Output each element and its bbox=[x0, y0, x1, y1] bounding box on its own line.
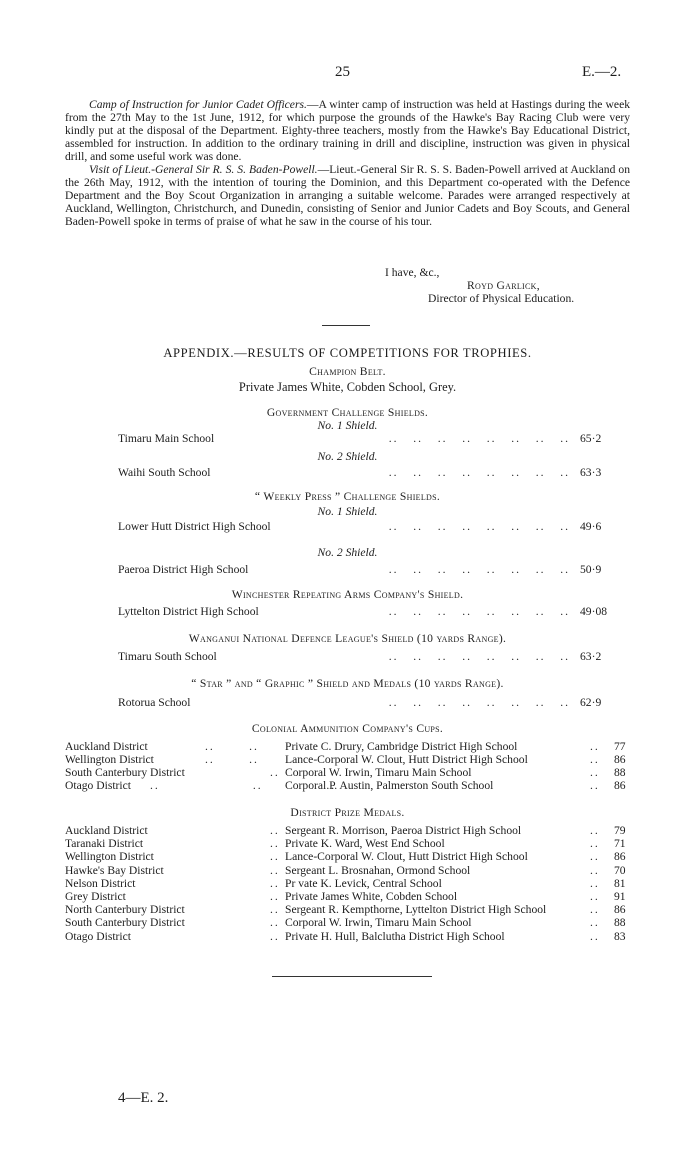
paragraph-visit bbox=[65, 163, 630, 228]
school-name: Timaru South School bbox=[118, 650, 223, 663]
winner: Sergeant R. Kempthorne, Lyttelton District High School bbox=[285, 903, 547, 917]
paragraph-heading: Camp of Instruction for Junior Cadet Officers. bbox=[89, 98, 307, 111]
result-row bbox=[118, 432, 630, 446]
dot-leader: .. .. .. .. .. .. .. .. bbox=[388, 432, 570, 445]
dot-leader: .. bbox=[590, 779, 600, 792]
shield-label: No. 2 Shield. bbox=[317, 450, 378, 463]
table-row bbox=[65, 824, 630, 837]
score: 86 bbox=[614, 779, 626, 792]
result-row bbox=[118, 605, 630, 619]
winner: Private C. Drury, Cambridge District High School bbox=[285, 740, 518, 753]
winner: Corporal W. Irwin, Timaru Main School bbox=[285, 766, 472, 779]
score: 88 bbox=[614, 916, 626, 930]
table-row bbox=[65, 916, 630, 929]
table-row bbox=[65, 837, 630, 850]
score: 63·3 bbox=[580, 466, 602, 479]
signature-title: Director of Physical Education. bbox=[428, 292, 575, 305]
dot-leader: .. bbox=[270, 824, 280, 837]
weekly-press-heading: “ Weekly Press ” Challenge Shields. bbox=[254, 490, 441, 503]
score: 49·08 bbox=[580, 605, 608, 618]
dot-leader: .. bbox=[270, 837, 280, 851]
dot-leader: .. bbox=[270, 766, 280, 779]
section-divider bbox=[322, 325, 370, 326]
dot-leader: .. bbox=[270, 876, 280, 890]
document-reference: E.—2. bbox=[582, 64, 622, 80]
dot-leader: .. bbox=[590, 929, 600, 943]
school-name: Timaru Main School bbox=[118, 432, 220, 445]
dot-leader: .. bbox=[590, 876, 600, 890]
result-row bbox=[118, 466, 630, 480]
dot-leader: .. .. .. .. .. .. .. .. bbox=[388, 696, 570, 709]
dot-leader: .. bbox=[270, 890, 280, 903]
signature-mark: 4—E. 2. bbox=[118, 1090, 169, 1106]
paragraph-text: —A winter camp of instruction was held at Hastings during the week from the 27th May to the 1st June, 1912, for which purpose the grounds of the Hawke's Bay Racing Club were very kindly put at the disposal of the Department. Eighty-three teachers, mostly from the Hawke's Bay Educational District, assembled for instruction. In addition to the ordinary training in drill and discipline, instruction was given in physical drill, and some useful work was done. bbox=[65, 98, 631, 163]
table-row bbox=[65, 903, 630, 916]
appendix-title: APPENDIX.—RESULTS OF COMPETITIONS FOR TROPHIES. bbox=[163, 346, 532, 360]
dot-leader: .. .. .. .. .. .. .. .. bbox=[388, 520, 570, 533]
winner: Corporal P. Austin, Palmerston South School bbox=[285, 779, 494, 792]
dot-leader: .. bbox=[590, 850, 600, 864]
winner: Corporal W. Irwin, Timaru Main School bbox=[285, 916, 472, 930]
score: 86 bbox=[614, 850, 626, 864]
dot-leader: .. bbox=[590, 916, 600, 930]
table-row bbox=[65, 864, 630, 877]
result-row bbox=[118, 696, 630, 710]
district: South Canterbury District bbox=[65, 916, 185, 930]
score: 62·9 bbox=[580, 696, 602, 709]
score: 63·2 bbox=[580, 650, 602, 663]
table-row bbox=[65, 850, 630, 863]
shield-label: No. 2 Shield. bbox=[317, 546, 378, 559]
paragraph-camp bbox=[65, 98, 630, 163]
table-row bbox=[65, 766, 630, 779]
dot-leader: .. bbox=[590, 753, 600, 766]
dot-leader: .. bbox=[590, 863, 600, 877]
winner: Pr vate K. Levick, Central School bbox=[285, 876, 442, 890]
dot-leader: .. .. .. bbox=[150, 779, 337, 792]
winner: Lance-Corporal W. Clout, Hutt District High School bbox=[285, 850, 528, 864]
winner: Private James White, Cobden School bbox=[285, 890, 458, 903]
district: North Canterbury District bbox=[65, 903, 185, 917]
dot-leader: .. .. .. .. .. .. .. .. bbox=[388, 466, 570, 479]
colonial-cups-heading: Colonial Ammunition Company's Cups. bbox=[251, 722, 444, 735]
winner: Lance-Corporal W. Clout, Hutt District High School bbox=[285, 753, 528, 766]
district-medals-heading: District Prize Medals. bbox=[290, 806, 405, 819]
dot-leader: .. .. bbox=[205, 753, 259, 766]
district: Otago District bbox=[65, 929, 132, 943]
district: Auckland District bbox=[65, 740, 148, 753]
winner: Private K. Ward, West End School bbox=[285, 837, 445, 851]
score: 79 bbox=[614, 824, 626, 837]
dot-leader: .. .. bbox=[205, 740, 259, 753]
closing-line: I have, &c., bbox=[385, 266, 440, 279]
score: 86 bbox=[614, 753, 626, 766]
dot-leader: .. bbox=[270, 863, 280, 877]
dot-leader: .. bbox=[270, 903, 280, 917]
district: Grey District bbox=[65, 890, 126, 903]
dot-leader: .. bbox=[590, 903, 600, 917]
winchester-heading: Winchester Repeating Arms Company's Shield. bbox=[231, 588, 464, 601]
score: 65·2 bbox=[580, 432, 602, 445]
champion-belt-heading: Champion Belt. bbox=[309, 365, 386, 378]
government-shields-heading: Government Challenge Shields. bbox=[266, 406, 429, 419]
dot-leader: .. .. .. .. .. .. .. .. bbox=[388, 650, 570, 663]
score: 91 bbox=[614, 890, 626, 903]
signature-name: Royd Garlick, bbox=[467, 279, 540, 292]
dot-leader: .. bbox=[590, 837, 600, 851]
score: 71 bbox=[614, 837, 626, 851]
dot-leader: .. bbox=[270, 850, 280, 864]
page-number: 25 bbox=[335, 64, 350, 80]
result-row bbox=[118, 650, 630, 664]
school-name: Rotorua School bbox=[118, 696, 196, 709]
champion-belt-winner: Private James White, Cobden School, Grey. bbox=[238, 380, 457, 394]
dot-leader: .. bbox=[590, 824, 600, 837]
table-row bbox=[65, 890, 630, 903]
score: 81 bbox=[614, 876, 626, 890]
score: 83 bbox=[614, 929, 626, 943]
district: Otago District bbox=[65, 779, 132, 792]
district: South Canterbury District bbox=[65, 766, 185, 779]
winner: Sergeant L. Brosnahan, Ormond School bbox=[285, 863, 471, 877]
result-row bbox=[118, 520, 630, 534]
paragraph-heading: Visit of Lieut.-General Sir R. S. S. Baden-Powell. bbox=[89, 163, 318, 176]
table-row bbox=[65, 740, 630, 753]
winner: Private H. Hull, Balclutha District High School bbox=[285, 929, 505, 943]
result-row bbox=[118, 563, 630, 577]
school-name: Waihi South School bbox=[118, 466, 216, 479]
paragraph-text: —Lieut.-General Sir R. S. S. Baden-Powell arrived at Auckland on the 26th May, 1912, with the intention of touring the Dominion, and this Department co-operated with the Defence Department and the Boy Scout Organization in arranging a suitable welcome. Parades were arranged respectively at Auckland, Wellington, Christchurch, and Dunedin, consisting of Senior and Junior Cadets and Boy Scouts, and General Baden-Powell spoke in terms of praise of what he saw in the course of his tour. bbox=[65, 163, 631, 228]
dot-leader: .. .. .. .. .. .. .. .. bbox=[388, 605, 570, 618]
star-graphic-heading: “ Star ” and “ Graphic ” Shield and Medals (10 yards Range). bbox=[191, 677, 504, 690]
district: Wellington District bbox=[65, 753, 154, 766]
score: 50·9 bbox=[580, 563, 602, 576]
score: 70 bbox=[614, 863, 626, 877]
school-name: Lower Hutt District High School bbox=[118, 520, 277, 533]
dot-leader: .. bbox=[270, 929, 280, 943]
table-row bbox=[65, 779, 630, 792]
body-text bbox=[65, 98, 630, 228]
shield-label: No. 1 Shield. bbox=[317, 505, 378, 518]
district: Hawke's Bay District bbox=[65, 863, 164, 877]
shield-label: No. 1 Shield. bbox=[317, 419, 378, 432]
score: 77 bbox=[614, 740, 626, 753]
closing-divider bbox=[272, 976, 432, 977]
school-name: Lyttelton District High School bbox=[118, 605, 265, 618]
district: Taranaki District bbox=[65, 837, 144, 851]
dot-leader: .. bbox=[590, 766, 600, 779]
dot-leader: .. bbox=[590, 740, 600, 753]
dot-leader: .. bbox=[590, 890, 600, 903]
score: 88 bbox=[614, 766, 626, 779]
winner: Sergeant R. Morrison, Paeroa District High School bbox=[285, 824, 522, 837]
school-name: Paeroa District High School bbox=[118, 563, 254, 576]
score: 86 bbox=[614, 903, 626, 917]
dot-leader: .. bbox=[270, 916, 280, 930]
district: Auckland District bbox=[65, 824, 148, 837]
district: Wellington District bbox=[65, 850, 154, 864]
wanganui-heading: Wanganui National Defence League's Shield (10 yards Range). bbox=[188, 632, 507, 645]
score: 49·6 bbox=[580, 520, 602, 533]
table-row bbox=[65, 753, 630, 766]
table-row bbox=[65, 930, 630, 943]
district: Nelson District bbox=[65, 876, 136, 890]
table-row bbox=[65, 877, 630, 890]
dot-leader: .. .. .. .. .. .. .. .. bbox=[388, 563, 570, 576]
